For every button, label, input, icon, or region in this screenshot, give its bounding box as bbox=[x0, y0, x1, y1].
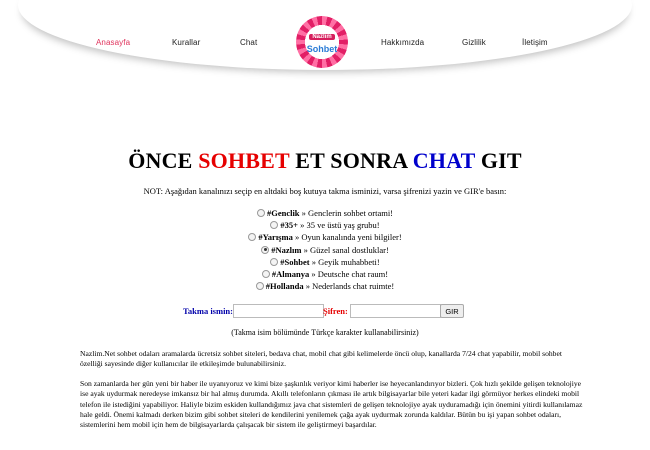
nav-rules[interactable]: Kurallar bbox=[172, 38, 201, 47]
channel-list bbox=[0, 207, 650, 292]
nav-home[interactable]: Anasayfa bbox=[96, 38, 131, 47]
channel-option-almanya[interactable] bbox=[0, 268, 650, 280]
page-headline bbox=[0, 148, 650, 174]
site-header bbox=[0, 0, 650, 80]
channel-desc: » Deutsche chat raum! bbox=[309, 268, 389, 279]
logo-text-top: Nazlım bbox=[309, 34, 334, 40]
radio-button[interactable] bbox=[270, 221, 278, 229]
instruction-note: NOT: Aşağıdan kanalınızı seçip en altdaki boş kutuya takma isminizi, varsa şifrenizi yazin ve GIR'e basın: bbox=[143, 186, 507, 196]
channel-option-yarisma[interactable] bbox=[0, 231, 650, 243]
radio-button[interactable] bbox=[257, 209, 265, 217]
channel-desc: » Nederlands chat ruimte! bbox=[303, 281, 395, 292]
channel-option-genclik[interactable] bbox=[0, 207, 650, 219]
logo-center bbox=[305, 25, 339, 59]
site-logo[interactable] bbox=[296, 16, 348, 68]
nav-contact[interactable]: İletişim bbox=[522, 38, 548, 47]
channel-desc: » Geyik muhabbeti! bbox=[309, 256, 380, 267]
radio-button[interactable] bbox=[262, 270, 270, 278]
password-input[interactable] bbox=[350, 304, 441, 318]
channel-name: #Nazlım bbox=[271, 244, 302, 255]
intro-paragraph: Nazlim.Net sohbet odaları aramalarda ücretsiz sohbet siteleri, bedava chat, mobil chat gibi kelimelerde öncü olup, kanallarda 7/24 chat yapabilir, mobil sohbet özelliği sayesinde diğer kullanıcılar ile etkileşimde bulunabilirsiniz. bbox=[80, 349, 562, 369]
channel-desc: » Güzel sanal dostluklar! bbox=[301, 244, 389, 255]
channel-name: #Yarışma bbox=[258, 232, 293, 243]
headline-sohbet: SOHBET bbox=[198, 148, 290, 173]
nav-chat[interactable]: Chat bbox=[240, 38, 258, 47]
channel-desc: » 35 ve üstü yaş grubu! bbox=[297, 220, 380, 231]
channel-option-sohbet[interactable] bbox=[0, 256, 650, 268]
radio-button[interactable] bbox=[270, 258, 278, 266]
channel-name: #Sohbet bbox=[280, 256, 310, 267]
password-label: Şifren: bbox=[323, 306, 348, 316]
channel-desc: » Genclerin sohbet ortami! bbox=[299, 208, 394, 218]
nickname-input[interactable] bbox=[233, 304, 324, 318]
radio-button-selected[interactable] bbox=[261, 246, 269, 254]
submit-button[interactable]: GIR bbox=[440, 304, 464, 318]
radio-button[interactable] bbox=[256, 282, 264, 290]
nav-privacy[interactable]: Gizlilik bbox=[462, 38, 486, 47]
headline-chat: CHAT bbox=[412, 148, 476, 173]
channel-name: #35+ bbox=[280, 220, 298, 231]
channel-option-nazlim[interactable] bbox=[0, 244, 650, 256]
login-form bbox=[0, 304, 650, 318]
headline-part1: ÖNCE bbox=[128, 148, 199, 173]
channel-name: #Almanya bbox=[271, 268, 310, 279]
info-paragraph: Son zamanlarda her gün yeni bir haber ile uyanıyoruz ve kimi bize şaşkınlık veriyor kimi haberler ise heyecanlandırıyor bizleri. Çok hızlı şekilde gelişen teknolojiye ise ayak uydurmak neredeyse imkansız bir hal almış durumda. Akıllı telefonların çıkması ile artık bilgisayarlar bile yeteri kadar ilgi görmüyor herkes elindeki mobil telefon ile istediğini yapabiliyor. Haliyle bizim eskiden kullandığımız java chat sistemleri de gelişen teknolojiye ayak uyduramadığı için önemini yitirdi kullanılamaz hale geldi. Önemi kalmadı derken bizim gibi sohbet siteleri de kendilerini yenilemek çağa ayak uydurmak zorunda kaldılar. Bütün bu işi yapan sohbet odaları, sistemlerini hem mobil için hem de bilgisayarlarda çalışacak bir sistem ile geliştirmeyi başardılar. bbox=[80, 379, 583, 430]
logo-text-bottom: Sohbet bbox=[306, 44, 338, 54]
nickname-hint: (Takma isim bölümünde Türkçe karakter kullanabilirsiniz) bbox=[231, 328, 419, 337]
channel-name: #Hollanda bbox=[265, 281, 304, 292]
headline-part3: ET SONRA bbox=[289, 148, 413, 173]
channel-option-hollanda[interactable] bbox=[0, 280, 650, 292]
nav-about[interactable]: Hakkımızda bbox=[381, 38, 425, 47]
headline-part5: GIT bbox=[475, 148, 522, 173]
nickname-label: Takma ismin: bbox=[183, 306, 233, 316]
channel-option-35plus[interactable] bbox=[0, 219, 650, 231]
radio-button[interactable] bbox=[248, 233, 256, 241]
channel-name: #Genclik bbox=[266, 208, 300, 218]
channel-desc: » Oyun kanalında yeni bilgiler! bbox=[292, 232, 402, 243]
